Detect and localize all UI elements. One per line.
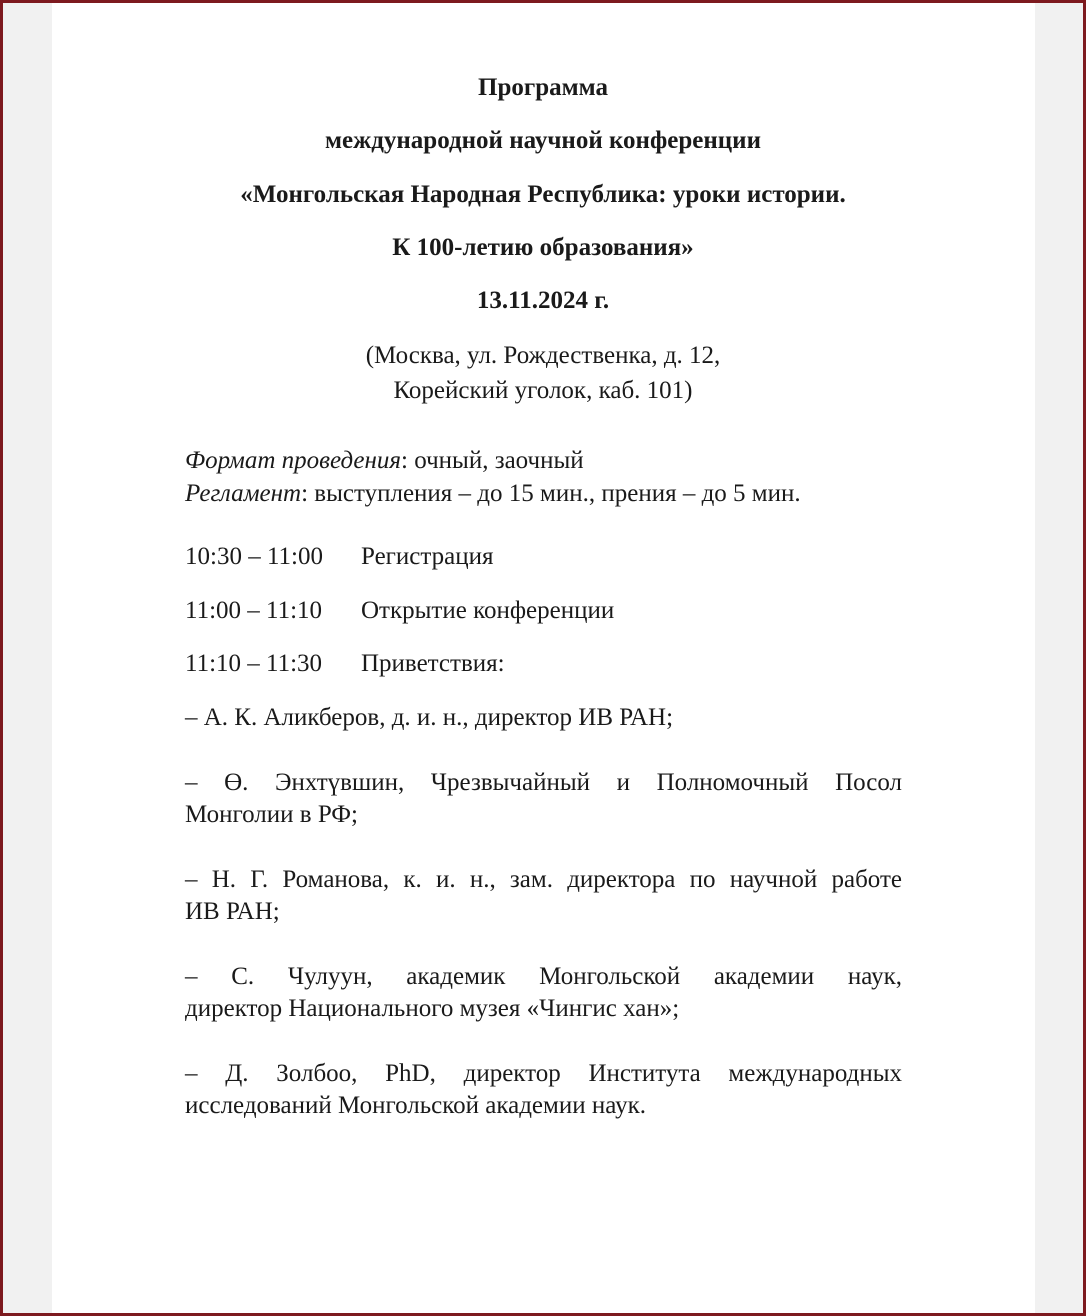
greeting-speaker-line: – Ө. Энхтүвшин, Чрезвычайный и Полномочный Посол <box>185 769 902 796</box>
conference-name-line2: К 100-летию образования» <box>392 234 694 261</box>
schedule-label: Приветствия: <box>361 650 505 677</box>
greeting-speaker-line: исследований Монгольской академии наук. <box>185 1092 646 1119</box>
program-title: Программа <box>478 74 608 101</box>
conference-date: 13.11.2024 г. <box>476 287 610 314</box>
greeting-speaker-line: – С. Чулуун, академик Монгольской академии наук, <box>185 963 902 990</box>
regulations-value: : выступления – до 15 мин., прения – до 5 мин. <box>301 480 801 507</box>
schedule-time: 11:10 – 11:30 <box>185 650 323 677</box>
greeting-speaker-line: – Д. Золбоо, PhD, директор Института международных <box>185 1060 902 1087</box>
format-line <box>185 446 584 476</box>
schedule-label: Открытие конференции <box>361 597 615 624</box>
greeting-speaker-line: директор Национального музея «Чингис хан»; <box>185 995 680 1022</box>
schedule-time: 10:30 – 11:00 <box>185 543 323 570</box>
schedule-label: Регистрация <box>361 543 494 570</box>
greeting-speaker-line: Монголии в РФ; <box>185 801 358 828</box>
venue-line1: (Москва, ул. Рождественка, д. 12, <box>365 342 721 369</box>
regulations-line <box>185 479 801 509</box>
greeting-speaker-line: – Н. Г. Романова, к. и. н., зам. директора по научной работе <box>185 866 902 893</box>
regulations-label: Регламент <box>185 480 302 507</box>
greeting-speaker-line: ИВ РАН; <box>185 898 280 925</box>
venue-line2: Корейский уголок, каб. 101) <box>393 377 693 404</box>
schedule-time: 11:00 – 11:10 <box>185 597 323 624</box>
format-label: Формат проведения <box>185 447 402 474</box>
conference-name-line1: «Монгольская Народная Республика: уроки истории. <box>240 181 846 208</box>
conference-type: международной научной конференции <box>325 127 761 154</box>
greeting-speaker-line: – А. К. Аликберов, д. и. н., директор ИВ РАН; <box>185 704 674 731</box>
format-value: : очный, заочный <box>401 447 584 474</box>
